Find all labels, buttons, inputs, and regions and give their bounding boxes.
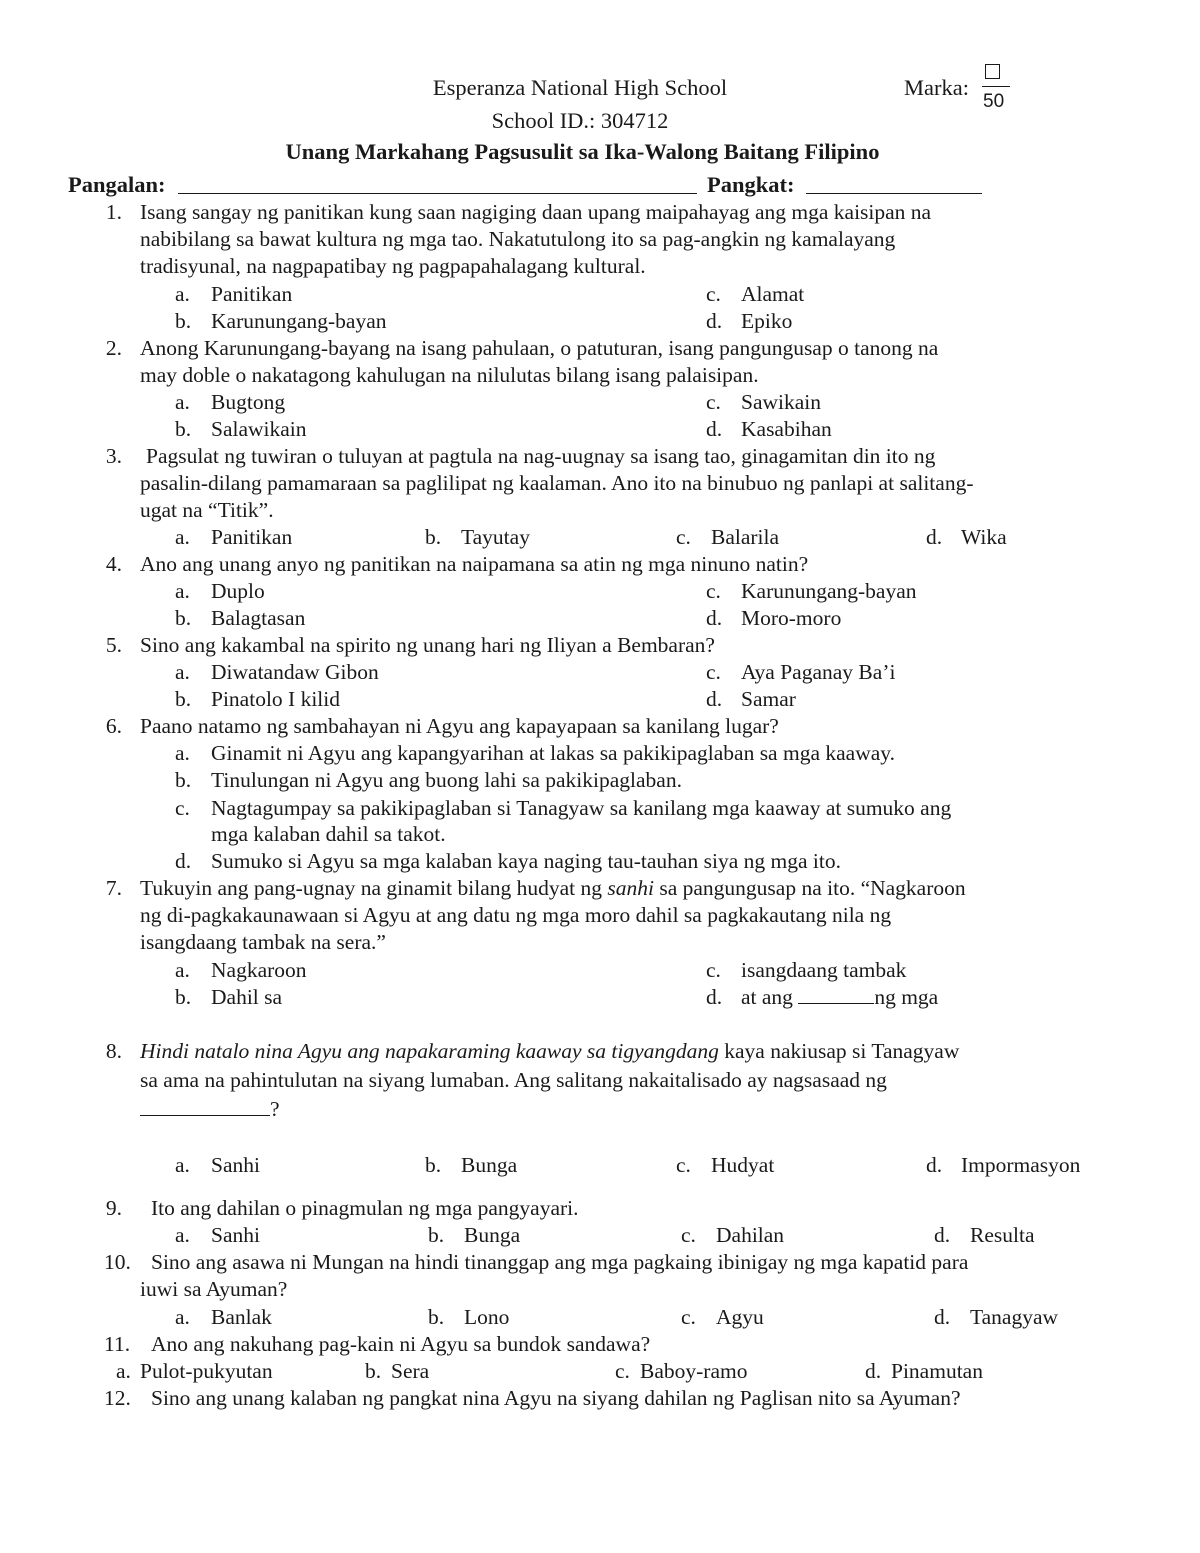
choice-letter: d. <box>706 687 723 711</box>
choice-letter: c. <box>706 390 721 414</box>
school-id: School ID.: 304712 <box>491 108 669 133</box>
header-row <box>300 74 860 101</box>
choice-letter: c. <box>676 525 691 549</box>
choice-text[interactable]: Panitikan <box>211 282 293 306</box>
choice-letter: d. <box>706 417 723 441</box>
question-text: may doble o nakatagong kahulugan na nilulutas bilang isang palaisipan. <box>140 363 759 387</box>
choice-text[interactable]: Diwatandaw Gibon <box>211 660 379 684</box>
choice-letter: c. <box>175 796 190 820</box>
choice-text[interactable]: Balarila <box>711 525 780 549</box>
choice-letter: a. <box>175 1223 190 1247</box>
question-text: Ano ang nakuhang pag-kain ni Agyu sa bundok sandawa? <box>151 1332 651 1356</box>
choice-letter: b. <box>175 309 192 333</box>
choice-letter: d. <box>934 1305 951 1329</box>
name-field[interactable] <box>178 193 697 194</box>
question-text: Sino ang asawa ni Mungan na hindi tinanggap ang mga pagkaing ibinigay ng mga kapatid para <box>151 1250 969 1274</box>
choice-text[interactable]: Ginamit ni Agyu ang kapangyarihan at lakas sa pakikipaglaban sa mga kaaway. <box>211 741 896 765</box>
choice-letter: c. <box>706 958 721 982</box>
choice-text[interactable]: Nagkaroon <box>211 958 307 982</box>
question-text: pasalin-dilang pamamaraan sa paglilipat ng kaalaman. Ano ito na binubuo ng panlapi at salitang- <box>140 471 974 495</box>
choice-text[interactable]: Lono <box>464 1305 510 1329</box>
question-number: 1. <box>105 200 122 224</box>
question-text: Ano ang unang anyo ng panitikan na naipamana sa atin ng mga ninuno natin? <box>140 552 809 576</box>
choice-text[interactable]: Bugtong <box>211 390 286 414</box>
choice-letter: b. <box>175 985 192 1009</box>
question-text: ng di-pagkakaunawaan si Agyu at ang datu ng mga moro dahil sa pagkakautang nila ng <box>140 903 892 927</box>
question-number: 3. <box>105 444 122 468</box>
choice-letter: a. <box>175 1153 190 1177</box>
question-number: 6. <box>105 714 122 738</box>
choice-letter: a. <box>175 958 190 982</box>
choice-text[interactable]: Resulta <box>970 1223 1035 1247</box>
choice-letter: d. <box>865 1359 882 1383</box>
name-label: Pangalan: <box>68 172 166 197</box>
choice-letter: b. <box>175 606 192 630</box>
choice-text[interactable]: Sera <box>391 1359 430 1383</box>
question-number: 9. <box>105 1196 122 1220</box>
choice-text[interactable]: Tayutay <box>461 525 530 549</box>
choice-text[interactable]: Bunga <box>464 1223 521 1247</box>
choice-text[interactable]: Tinulungan ni Agyu ang buong lahi sa pakikipaglaban. <box>211 768 682 792</box>
question-number: 10. <box>104 1250 131 1274</box>
choice-text[interactable]: Epiko <box>741 309 793 333</box>
choice-text[interactable]: Kasabihan <box>741 417 832 441</box>
section-field[interactable] <box>806 193 982 194</box>
choice-letter: a. <box>175 579 190 603</box>
fraction-divider <box>982 86 1010 87</box>
choice-text[interactable]: Impormasyon <box>961 1153 1081 1177</box>
choice-text[interactable]: Sawikain <box>741 390 822 414</box>
choice-text[interactable]: Nagtagumpay sa pakikipaglaban si Tanagyaw sa kanilang mga kaaway at sumuko ang <box>211 796 952 820</box>
choice-text[interactable]: isangdaang tambak <box>741 958 907 982</box>
question-number: 8. <box>105 1039 122 1063</box>
choice-text[interactable]: Baboy-ramo <box>640 1359 748 1383</box>
question-number: 5. <box>105 633 122 657</box>
section-label: Pangkat: <box>707 172 795 197</box>
choice-text[interactable]: Wika <box>961 525 1007 549</box>
choice-text[interactable]: Salawikain <box>211 417 307 441</box>
choice-text[interactable]: Tanagyaw <box>970 1305 1059 1329</box>
italic-sentence: Hindi natalo nina Agyu ang napakaraming kaaway sa tigyangdang <box>140 1039 719 1063</box>
choice-text[interactable]: Moro-moro <box>741 606 842 630</box>
choice-letter: c. <box>615 1359 630 1383</box>
question-number: 11. <box>104 1332 131 1356</box>
choice-letter: d. <box>926 525 943 549</box>
choice-text[interactable]: Dahil sa <box>211 985 283 1009</box>
choice-letter: a. <box>175 525 190 549</box>
choice-letter: b. <box>425 525 442 549</box>
question-text: ugat na “Titik”. <box>140 498 274 522</box>
question-text: iuwi sa Ayuman? <box>140 1277 288 1301</box>
choice-letter: d. <box>706 606 723 630</box>
choice-text[interactable]: Samar <box>741 687 796 711</box>
choice-letter: b. <box>175 417 192 441</box>
choice-text[interactable]: Pulot-pukyutan <box>140 1359 273 1383</box>
choice-letter: c. <box>676 1153 691 1177</box>
question-text: Sino ang unang kalaban ng pangkat nina Agyu na siyang dahilan ng Paglisan nito sa Ayuman? <box>151 1386 961 1410</box>
question-text: Hindi natalo nina Agyu ang napakaraming kaaway sa tigyangdang kaya nakiusap si Tanagyaw <box>140 1039 960 1063</box>
question-text: Pagsulat ng tuwiran o tuluyan at pagtula na nag-uugnay sa isang tao, ginagamitan din ito ng <box>146 444 936 468</box>
choice-text[interactable]: Agyu <box>716 1305 764 1329</box>
choice-text[interactable]: Bunga <box>461 1153 518 1177</box>
choice-text[interactable]: Pinamutan <box>891 1359 983 1383</box>
choice-letter: a. <box>175 660 190 684</box>
marka-label: Marka: <box>904 75 969 100</box>
choice-text[interactable]: Sumuko si Agyu sa mga kalaban kaya naging tau-tauhan siya ng mga ito. <box>211 849 841 873</box>
choice-letter: b. <box>428 1223 445 1247</box>
italic-term: sanhi <box>607 876 654 900</box>
question-number: 7. <box>105 876 122 900</box>
choice-letter: d. <box>706 309 723 333</box>
choice-text[interactable]: Pinatolo I kilid <box>211 687 340 711</box>
choice-text[interactable]: Karunungang-bayan <box>741 579 917 603</box>
choice-text[interactable]: Banlak <box>211 1305 272 1329</box>
question-text: Anong Karunungang-bayang na isang pahulaan, o patuturan, isang pangungusap o tanong na <box>140 336 939 360</box>
choice-letter: a. <box>175 1305 190 1329</box>
choice-letter: c. <box>706 660 721 684</box>
choice-letter: a. <box>175 390 190 414</box>
question-text: Sino ang kakambal na spirito ng unang hari ng Iliyan a Bembaran? <box>140 633 715 657</box>
choice-letter: b. <box>175 768 192 792</box>
question-number: 2. <box>105 336 122 360</box>
question-text: sa ama na pahintulutan na siyang lumaban. Ang salitang nakaitalisado ay nagsasaad ng <box>140 1068 887 1092</box>
choice-text[interactable]: Duplo <box>211 579 265 603</box>
choice-text[interactable]: Karunungang-bayan <box>211 309 387 333</box>
exam-title: Unang Markahang Pagsusulit sa Ika-Walong Baitang Filipino <box>285 139 880 164</box>
choice-text[interactable]: at ang ng mga <box>741 985 939 1009</box>
choice-letter: b. <box>365 1359 382 1383</box>
marka-total: 50 <box>983 91 1005 112</box>
choice-letter: a. <box>175 741 190 765</box>
choice-letter: b. <box>428 1305 445 1329</box>
choice-text-continued[interactable]: mga kalaban dahil sa takot. <box>211 822 446 846</box>
choice-letter: c. <box>706 282 721 306</box>
choice-text[interactable]: Sanhi <box>211 1153 260 1177</box>
choice-letter: d. <box>175 849 192 873</box>
question-number: 12. <box>104 1386 131 1410</box>
question-text: Ito ang dahilan o pinagmulan ng mga pangyayari. <box>151 1196 579 1220</box>
question-text: Paano natamo ng sambahayan ni Agyu ang kapayapaan sa kanilang lugar? <box>140 714 779 738</box>
choice-letter: b. <box>425 1153 442 1177</box>
choice-letter: d. <box>926 1153 943 1177</box>
question-text: isangdaang tambak na sera.” <box>140 930 386 954</box>
blank-line <box>798 985 874 1004</box>
school-name: Esperanza National High School <box>432 75 728 100</box>
choice-text[interactable]: Alamat <box>741 282 805 306</box>
choice-letter: d. <box>934 1223 951 1247</box>
choice-text[interactable]: Aya Paganay Ba’i <box>741 660 896 684</box>
choice-letter: a. <box>116 1359 131 1383</box>
choice-letter: c. <box>681 1223 696 1247</box>
choice-text[interactable]: Balagtasan <box>211 606 306 630</box>
choice-text[interactable]: Panitikan <box>211 525 293 549</box>
choice-letter: d. <box>706 985 723 1009</box>
blank-line <box>140 1097 270 1116</box>
question-text: Isang sangay ng panitikan kung saan nagiging daan upang maipahayag ang mga kaisipan na <box>140 200 932 224</box>
question-text: tradisyunal, na nagpapatibay ng pagpapahalagang kultural. <box>140 254 646 278</box>
question-number: 4. <box>105 552 122 576</box>
answer-blank[interactable]: ? <box>140 1096 280 1123</box>
question-text: Tukuyin ang pang-ugnay na ginamit bilang hudyat ng sanhi sa pangungusap na ito. “Nagkaroon <box>140 876 966 900</box>
choice-text[interactable]: Dahilan <box>716 1223 785 1247</box>
choice-text[interactable]: Hudyat <box>711 1153 775 1177</box>
choice-letter: c. <box>681 1305 696 1329</box>
choice-text[interactable]: Sanhi <box>211 1223 260 1247</box>
question-text: nabibilang sa bawat kultura ng mga tao. Nakatutulong ito sa pag-angkin ng kamalayang <box>140 227 896 251</box>
choice-letter: c. <box>706 579 721 603</box>
choice-letter: a. <box>175 282 190 306</box>
score-box-icon <box>985 59 1000 86</box>
choice-letter: b. <box>175 687 192 711</box>
